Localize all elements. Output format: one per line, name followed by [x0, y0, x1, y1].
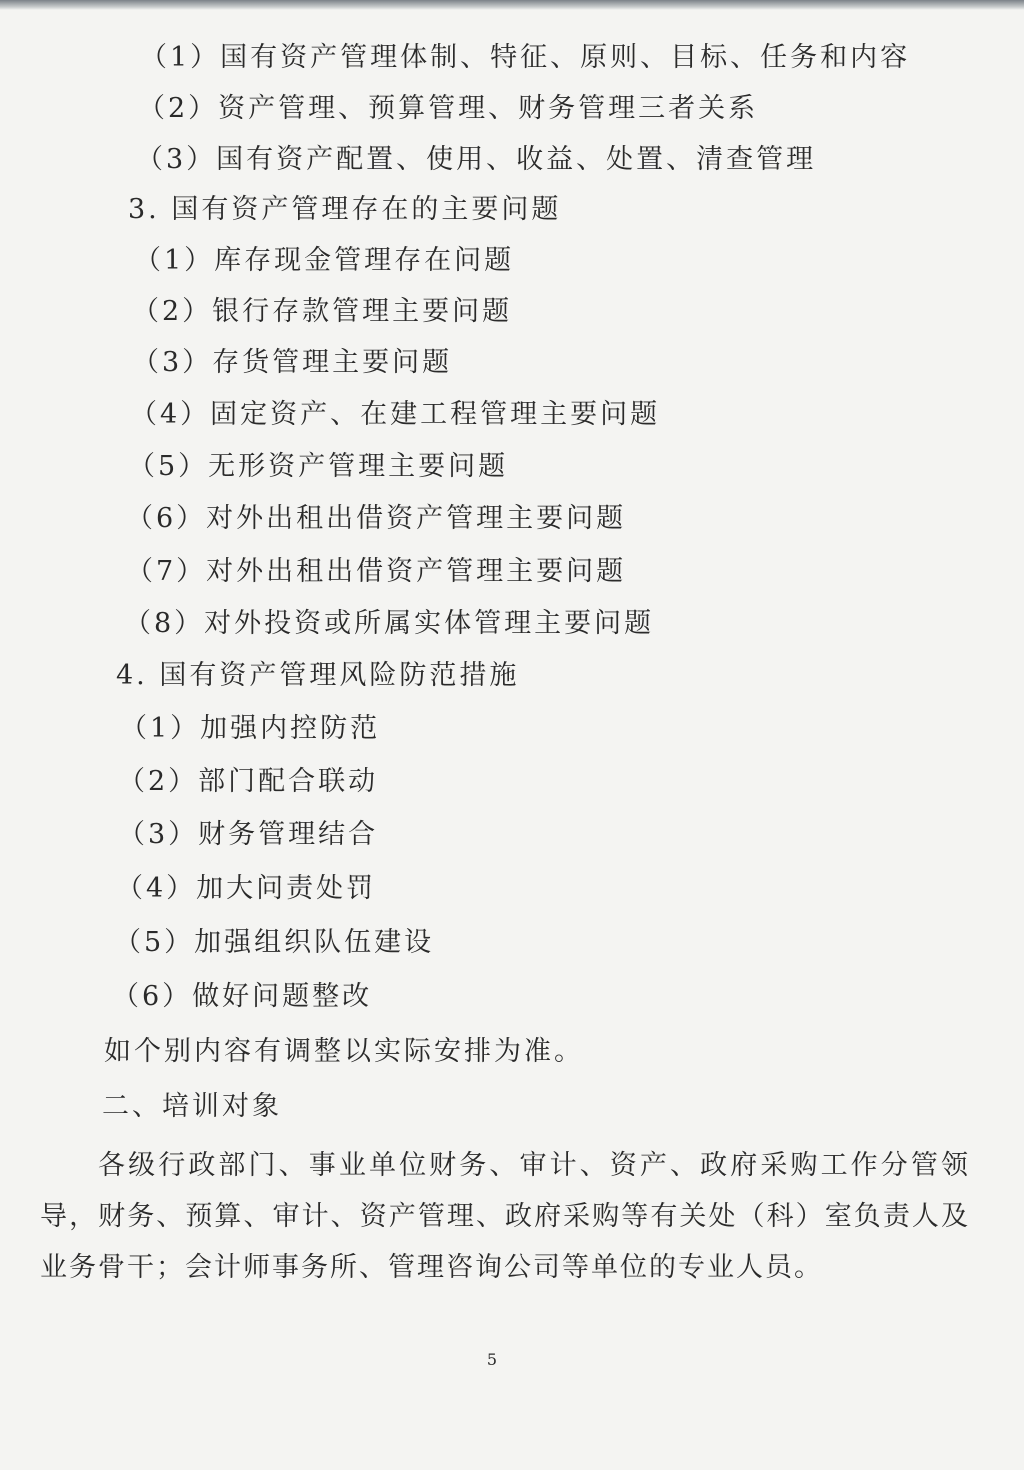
list-item: （2）部门配合联动 — [118, 766, 379, 797]
section-heading: 3. 国有资产管理存在的主要问题 — [128, 194, 562, 225]
list-item: （2）资产管理、预算管理、财务管理三者关系 — [138, 93, 759, 124]
list-item: （3）存货管理主要问题 — [132, 347, 453, 378]
list-item: （4）加大问责处罚 — [116, 873, 377, 904]
list-item: （4）固定资产、在建工程管理主要问题 — [130, 399, 661, 430]
list-item: （8）对外投资或所属实体管理主要问题 — [124, 608, 655, 639]
list-item: （1）加强内控防范 — [120, 713, 381, 744]
list-item: （6）对外出租出借资产管理主要问题 — [126, 503, 627, 534]
list-item: （1）国有资产管理体制、特征、原则、目标、任务和内容 — [140, 42, 911, 73]
page-number: 5 — [486, 1350, 498, 1369]
list-item: （3）国有资产配置、使用、收益、处置、清查管理 — [136, 144, 817, 175]
section-heading: 二、培训对象 — [102, 1091, 282, 1122]
list-item: （1）库存现金管理存在问题 — [134, 245, 515, 276]
list-item: （5）加强组织队伍建设 — [114, 927, 435, 958]
list-item: （5）无形资产管理主要问题 — [128, 451, 509, 482]
list-item: （2）银行存款管理主要问题 — [132, 296, 513, 327]
training-target-paragraph: 各级行政部门、事业单位财务、审计、资产、政府采购工作分管领导，财务、预算、审计、资产管理、政府采购等有关处（科）室负责人及业务骨干；会计师事务所、管理咨询公司等单位的专业人员。 — [40, 1150, 970, 1283]
list-item: （6）做好问题整改 — [112, 981, 373, 1012]
list-item: （3）财务管理结合 — [118, 819, 379, 850]
note-text: 如个别内容有调整以实际安排为准。 — [104, 1036, 584, 1067]
list-item: （7）对外出租出借资产管理主要问题 — [126, 556, 627, 587]
section-heading: 4. 国有资产管理风险防范措施 — [116, 660, 520, 691]
